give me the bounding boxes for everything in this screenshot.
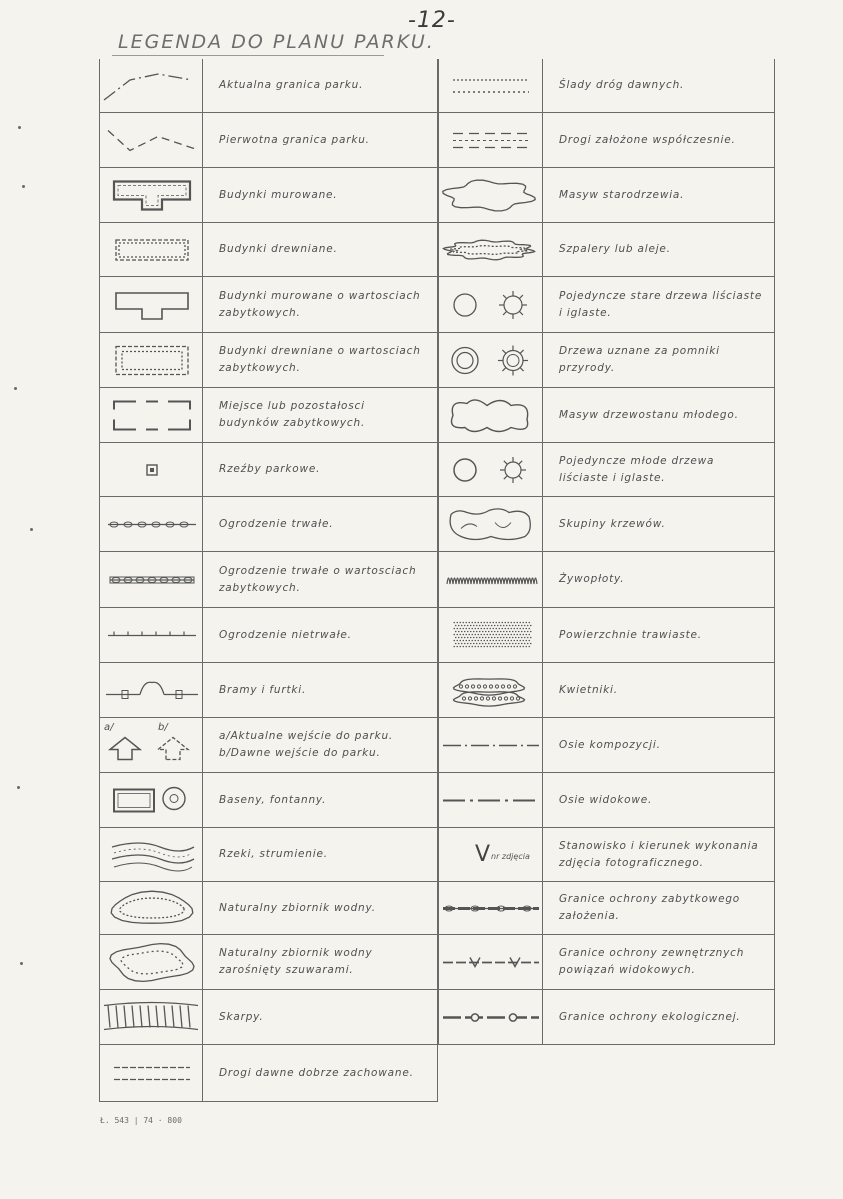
legend-label: Pojedyncze stare drzewa liściaste i iglaste. [543, 277, 775, 332]
legend-row-modern-roads [438, 113, 775, 168]
scan-speck [22, 185, 25, 188]
fence-temporary-icon [99, 608, 203, 662]
photo-number-label: nr zdjęcia [491, 852, 530, 861]
legend-row-young-tree-mass [438, 388, 775, 443]
legend-label: Baseny, fontanny. [203, 773, 438, 827]
legend-label: Pojedyncze młode drzewa liściaste i iglaste. [543, 443, 775, 496]
legend-label: Budynki murowane o wartosciach zabytkowych. [203, 277, 438, 332]
legend-row-fence-temporary [99, 608, 438, 663]
legend-row-rivers [99, 828, 438, 882]
legend-label: Żywopłoty. [543, 552, 775, 607]
legend-label: Miejsce lub pozostałosci budynków zabytkowych. [203, 388, 438, 442]
heritage-protection-border-icon [438, 882, 543, 934]
flowerbeds-icon [438, 663, 543, 717]
building-masonry-icon [99, 168, 203, 222]
legend-row-border-original [99, 113, 438, 168]
legend-row-photo-station [438, 828, 775, 882]
building-wooden-historic-icon [99, 333, 203, 387]
legend-label: Ogrodzenie nietrwałe. [203, 608, 438, 662]
single-young-trees-icon [438, 443, 543, 496]
composition-axes-icon [438, 718, 543, 772]
legend-row-water-body [99, 882, 438, 935]
fence-historic-icon [99, 552, 203, 607]
legend-label: Ślady dróg dawnych. [543, 59, 775, 112]
legend-label: Szpalery lub aleje. [543, 223, 775, 276]
old-roads-preserved-icon [99, 1045, 203, 1101]
legend-row-monument-trees [438, 333, 775, 388]
old-road-traces-icon [438, 59, 543, 112]
legend-label: Aktualna granica parku. [203, 59, 438, 112]
legend-row-building-remains [99, 388, 438, 443]
legend-label: Masyw starodrzewia. [543, 168, 775, 222]
legend-row-grass [438, 608, 775, 663]
scan-speck [30, 528, 33, 531]
gates-icon [99, 663, 203, 717]
hedges-icon [438, 552, 543, 607]
young-tree-mass-icon [438, 388, 543, 442]
legend-row-fence-historic [99, 552, 438, 608]
legend-label: Budynki murowane. [203, 168, 438, 222]
legend-row-heritage-protection-border [438, 882, 775, 935]
sculpture-icon [99, 443, 203, 496]
legend-row-fence-permanent [99, 497, 438, 552]
water-body-overgrown-icon [99, 935, 203, 989]
scan-speck [17, 786, 20, 789]
legend-title: LEGENDA DO PLANU PARKU. [118, 31, 435, 53]
title-underline [112, 55, 384, 56]
legend-row-building-masonry-historic [99, 277, 438, 333]
building-masonry-historic-icon [99, 277, 203, 332]
monument-trees-icon [438, 333, 543, 387]
entrance-marker-a: a/ [104, 722, 114, 733]
modern-roads-icon [438, 113, 543, 167]
legend-row-single-young-trees [438, 443, 775, 497]
scan-speck [14, 387, 17, 390]
footer-code: Ł. 543 | 74 · 800 [100, 1116, 182, 1125]
legend-row-shrub-groups [438, 497, 775, 552]
legend-label: Kwietniki. [543, 663, 775, 717]
legend-label: Masyw drzewostanu młodego. [543, 388, 775, 442]
legend-row-entrances [99, 718, 438, 773]
legend-label: Ogrodzenie trwałe. [203, 497, 438, 551]
single-old-trees-icon [438, 277, 543, 332]
photo-direction-mark: V [475, 842, 491, 867]
legend-label: Granice ochrony zewnętrznych powiązań widokowych. [543, 935, 775, 989]
legend-row-old-road-traces [438, 59, 775, 113]
legend-label: Stanowisko i kierunek wykonania zdjęcia fotograficznego. [543, 828, 775, 881]
legend-row-ecological-protection-border [438, 990, 775, 1045]
scan-speck [20, 962, 23, 965]
ecological-protection-border-icon [438, 990, 543, 1044]
legend-row-old-tree-mass [438, 168, 775, 223]
legend-label: Osie kompozycji. [543, 718, 775, 772]
page-number: -12- [408, 8, 456, 33]
slopes-icon [99, 990, 203, 1044]
legend-label: Budynki drewniane o wartosciach zabytkowych. [203, 333, 438, 387]
legend-label: Granice ochrony ekologicznej. [543, 990, 775, 1044]
view-protection-border-icon [438, 935, 543, 989]
legend-row-gates [99, 663, 438, 718]
entrances-icon [99, 718, 203, 772]
shrub-groups-icon [438, 497, 543, 551]
photo-station-icon [438, 828, 543, 881]
pools-fountains-icon [99, 773, 203, 827]
legend-label: Bramy i furtki. [203, 663, 438, 717]
legend-label: Rzeki, strumienie. [203, 828, 438, 881]
legend-row-tree-alleys [438, 223, 775, 277]
legend-label: a/Aktualne wejście do parku. b/Dawne wejście do parku. [203, 718, 438, 772]
legend-label: Pierwotna granica parku. [203, 113, 438, 167]
rivers-icon [99, 828, 203, 881]
border-current-icon [99, 59, 203, 112]
legend-row-building-wooden-historic [99, 333, 438, 388]
legend-label: Drogi dawne dobrze zachowane. [203, 1045, 438, 1101]
legend-row-hedges [438, 552, 775, 608]
legend-label: Granice ochrony zabytkowego założenia. [543, 882, 775, 934]
legend-row-view-axes [438, 773, 775, 828]
legend-row-composition-axes [438, 718, 775, 773]
old-tree-mass-icon [438, 168, 543, 222]
legend-row-sculpture [99, 443, 438, 497]
entrance-marker-b: b/ [158, 722, 168, 733]
scan-speck [18, 126, 21, 129]
legend-label: Osie widokowe. [543, 773, 775, 827]
legend-label: Ogrodzenie trwałe o wartosciach zabytkowych. [203, 552, 438, 607]
legend-label: Rzeźby parkowe. [203, 443, 438, 496]
legend-label: Skupiny krzewów. [543, 497, 775, 551]
legend-label: Drzewa uznane za pomniki przyrody. [543, 333, 775, 387]
legend-label: Budynki drewniane. [203, 223, 438, 276]
legend-row-building-masonry [99, 168, 438, 223]
water-body-icon [99, 882, 203, 934]
border-original-icon [99, 113, 203, 167]
legend-row-building-wooden [99, 223, 438, 277]
grass-icon [438, 608, 543, 662]
legend-label: Skarpy. [203, 990, 438, 1044]
legend-row-slopes [99, 990, 438, 1045]
legend-label: Drogi założone współczesnie. [543, 113, 775, 167]
legend-row-pools-fountains [99, 773, 438, 828]
legend-row-view-protection-border [438, 935, 775, 990]
legend-row-border-current [99, 59, 438, 113]
legend-label: Naturalny zbiornik wodny zarośnięty szuwarami. [203, 935, 438, 989]
legend-row-flowerbeds [438, 663, 775, 718]
building-remains-icon [99, 388, 203, 442]
view-axes-icon [438, 773, 543, 827]
fence-permanent-icon [99, 497, 203, 551]
legend-label: Naturalny zbiornik wodny. [203, 882, 438, 934]
legend-row-old-roads-preserved [99, 1045, 438, 1102]
legend-row-water-body-overgrown [99, 935, 438, 990]
legend-label: Powierzchnie trawiaste. [543, 608, 775, 662]
tree-alleys-icon [438, 223, 543, 276]
building-wooden-icon [99, 223, 203, 276]
legend-row-single-old-trees [438, 277, 775, 333]
